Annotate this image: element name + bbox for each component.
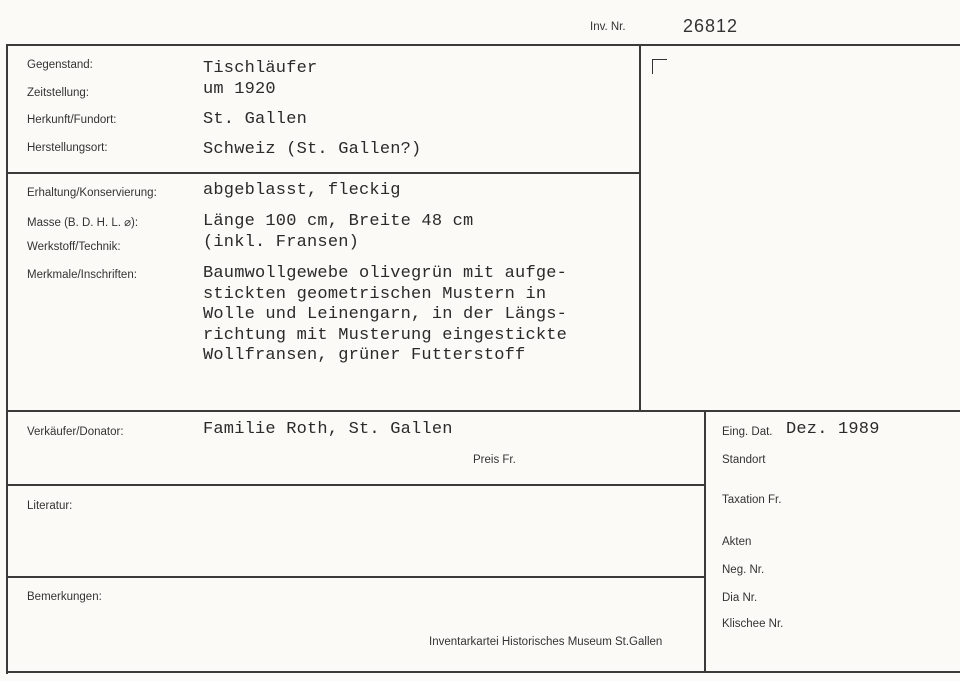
- verkaeufer-value: Familie Roth, St. Gallen: [203, 420, 453, 439]
- bemerkungen-label: Bemerkungen:: [27, 591, 102, 603]
- herstellungsort-value: Schweiz (St. Gallen?): [203, 140, 422, 159]
- verkaeufer-divider: [6, 484, 704, 486]
- eing-dat-label: Eing. Dat.: [722, 426, 773, 438]
- herkunft-label: Herkunft/Fundort:: [27, 114, 117, 126]
- eing-dat-value: Dez. 1989: [786, 420, 880, 439]
- literatur-label: Literatur:: [27, 500, 73, 512]
- herstellungsort-label: Herstellungsort:: [27, 142, 108, 154]
- merkmale-label: Merkmale/Inschriften:: [27, 269, 137, 281]
- taxation-label: Taxation Fr.: [722, 494, 782, 506]
- photo-box-left-rule: [639, 44, 641, 411]
- photo-corner-mark: [652, 59, 667, 74]
- right-column-rule: [704, 410, 706, 672]
- masse-value: Länge 100 cm, Breite 48 cm (inkl. Fransen): [203, 212, 474, 252]
- bottom-rule: [6, 671, 960, 673]
- verkaeufer-label: Verkäufer/Donator:: [27, 426, 124, 438]
- gegenstand-label: Gegenstand:: [27, 59, 93, 71]
- akten-label: Akten: [722, 536, 752, 548]
- gegenstand-value: Tischläufer: [203, 59, 318, 78]
- dia-nr-label: Dia Nr.: [722, 592, 758, 604]
- herkunft-value: St. Gallen: [203, 110, 308, 129]
- zeitstellung-value: um 1920: [203, 80, 276, 99]
- zeitstellung-label: Zeitstellung:: [27, 87, 90, 99]
- section2-divider: [6, 410, 960, 412]
- inv-nr-value: 26812: [683, 16, 739, 36]
- footer-caption: Inventarkartei Historisches Museum St.Gallen: [429, 636, 663, 648]
- klischee-nr-label: Klischee Nr.: [722, 618, 784, 630]
- merkmale-value: Baumwollgewebe olivegrün mit aufge- stickten geometrischen Mustern in Wolle und Leinengarn, in der Längs- richtung mit Musterung eingestickte Wollfransen, grüner Futterstoff: [203, 264, 568, 365]
- literatur-divider: [6, 576, 704, 578]
- preis-label: Preis Fr.: [473, 454, 516, 466]
- top-rule: [6, 44, 960, 46]
- masse-label: Masse (B. D. H. L. ⌀):: [27, 217, 139, 229]
- standort-label: Standort: [722, 454, 766, 466]
- neg-nr-label: Neg. Nr.: [722, 564, 765, 576]
- erhaltung-label: Erhaltung/Konservierung:: [27, 187, 157, 199]
- left-rule: [6, 44, 8, 674]
- inv-nr-label: Inv. Nr.: [590, 21, 626, 33]
- erhaltung-value: abgeblasst, fleckig: [203, 181, 401, 200]
- werkstoff-label: Werkstoff/Technik:: [27, 241, 121, 253]
- section1-divider: [6, 172, 640, 174]
